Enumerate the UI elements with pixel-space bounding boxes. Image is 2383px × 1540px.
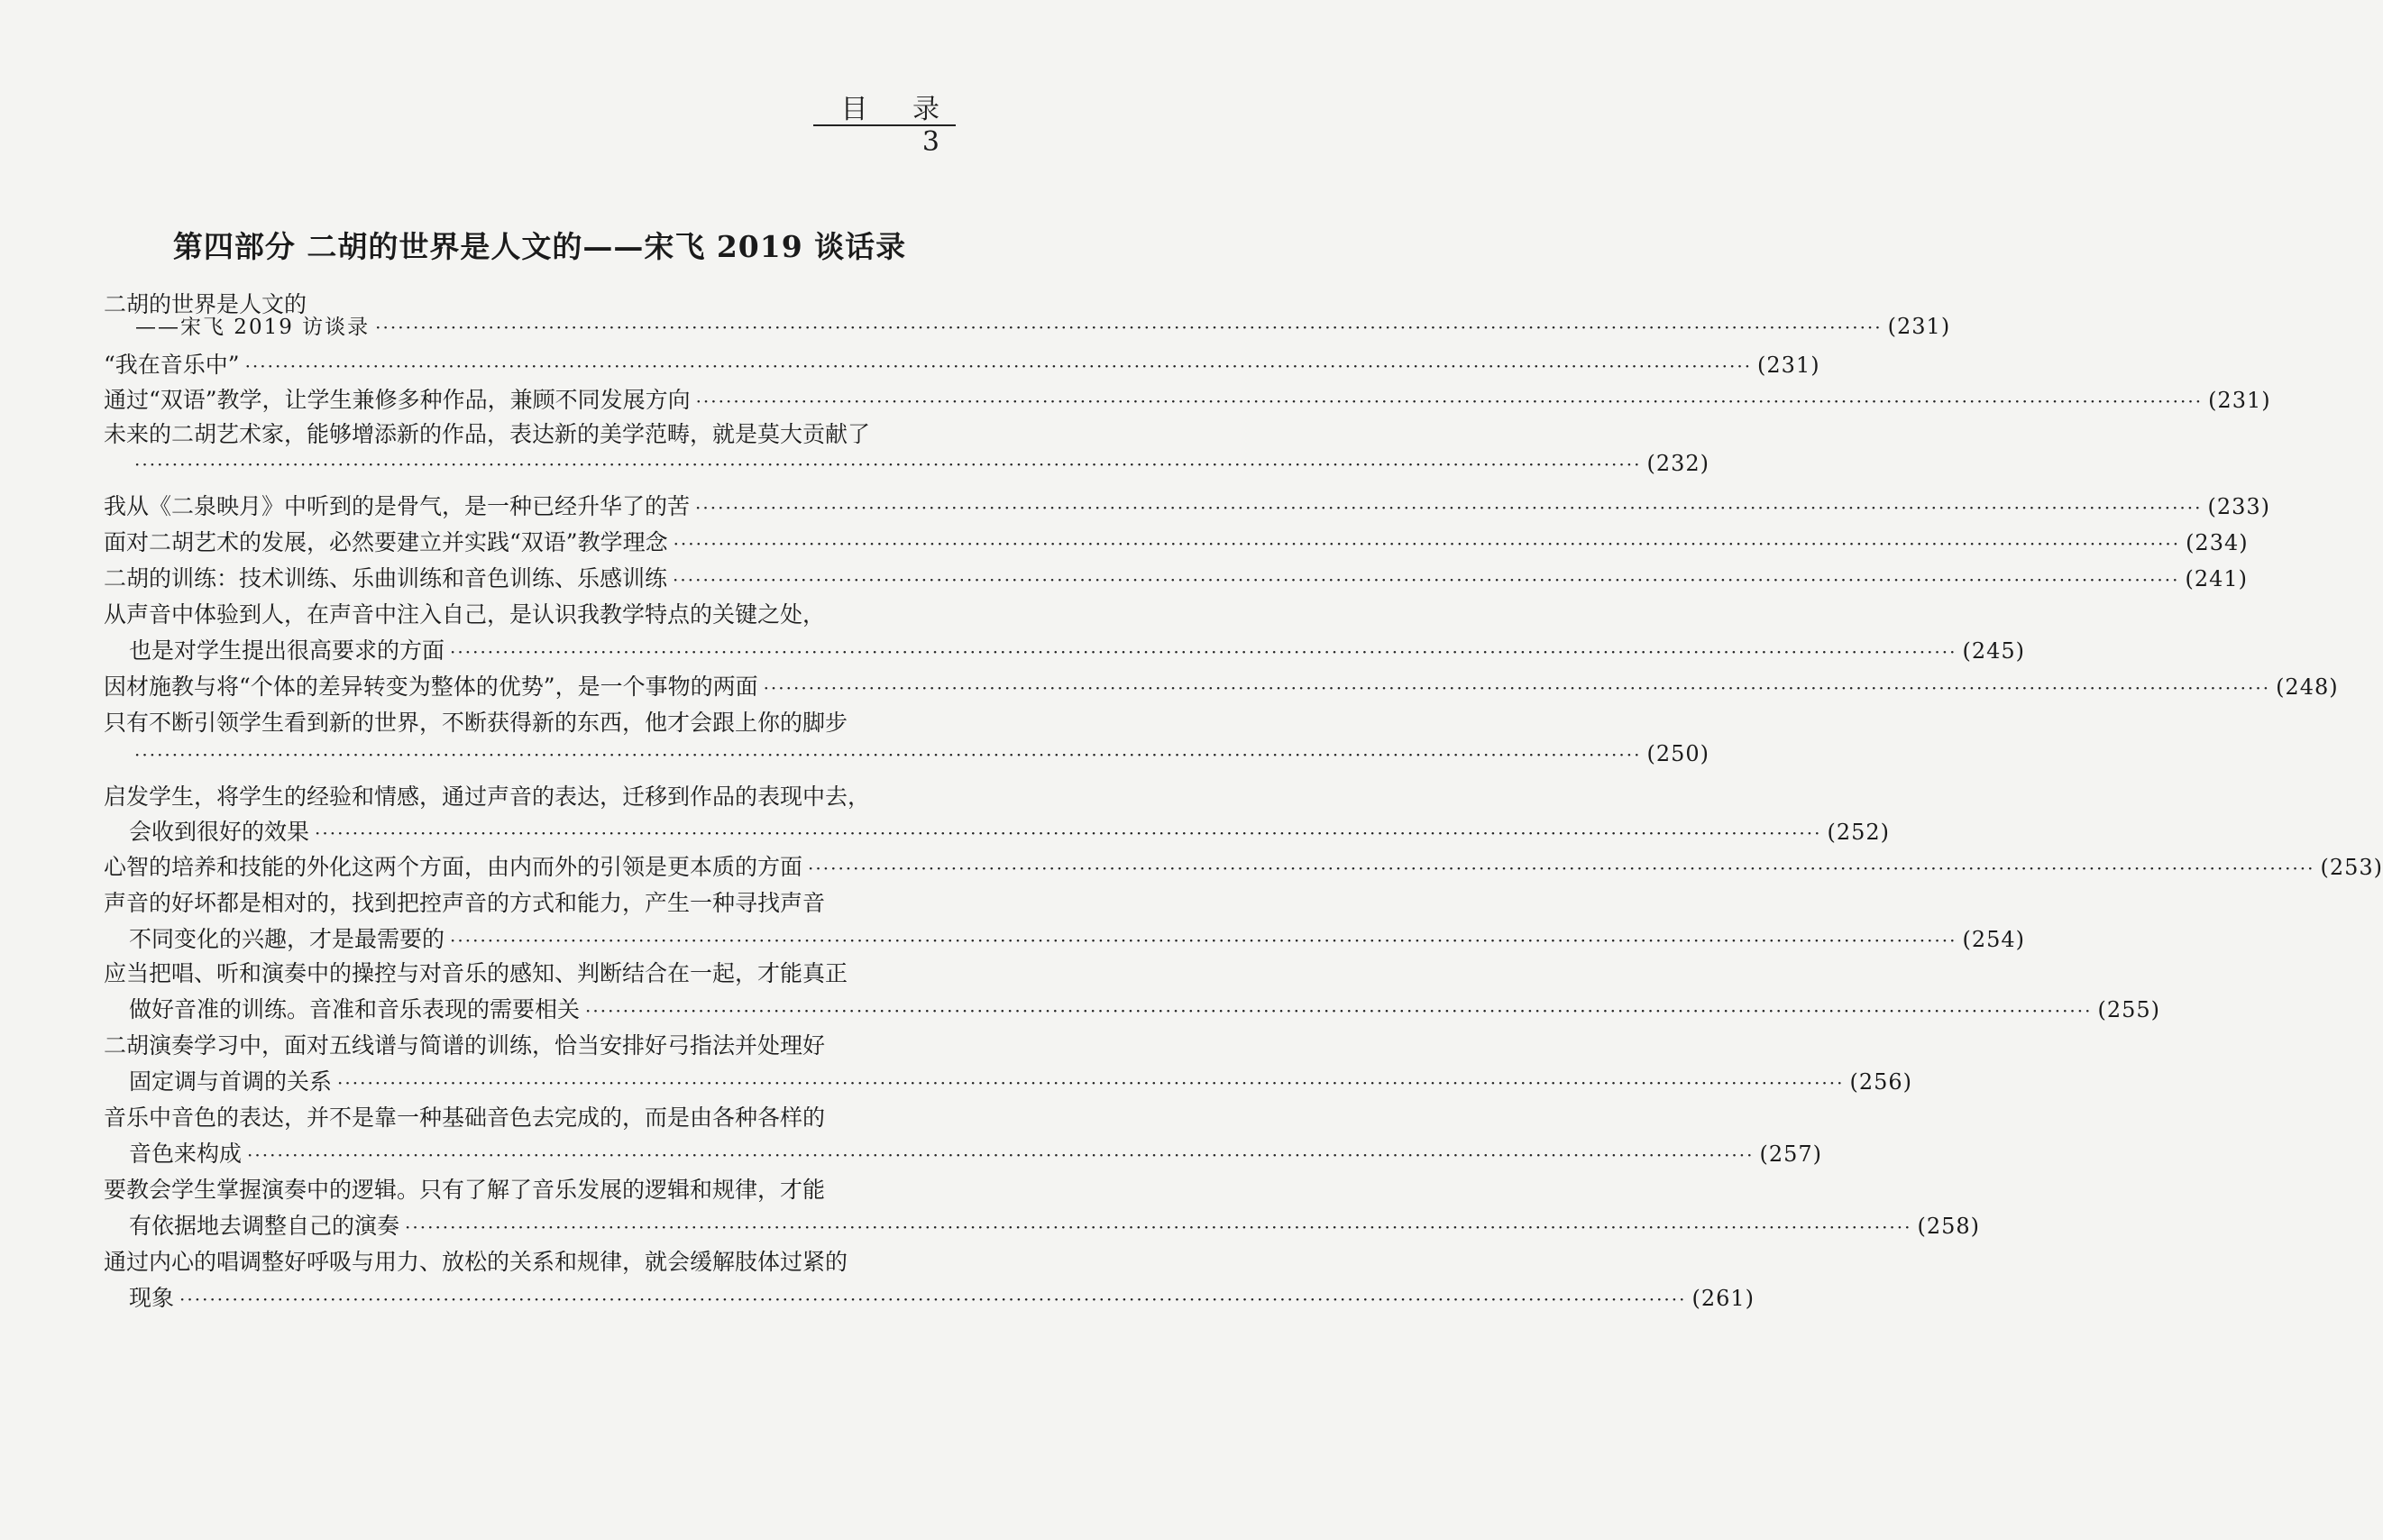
- toc-entry-title: 只有不断引领学生看到新的世界，不断获得新的东西，他才会跟上你的脚步: [104, 710, 848, 736]
- toc-leader-dots: ········································································································································································································: [450, 641, 1957, 663]
- toc-entry-page: (255): [2097, 997, 2161, 1022]
- toc-entry-title: 面对二胡艺术的发展，必然要建立并实践“双语”教学理念: [104, 529, 668, 555]
- toc-entry-page: (261): [1691, 1286, 1755, 1311]
- toc-entry-title: 现象: [129, 1285, 175, 1311]
- toc-entry: [104, 705, 848, 738]
- toc-leader-dots: ········································································································································································································: [337, 1072, 1845, 1094]
- toc-leader-dots: ········································································································································································································: [405, 1216, 1912, 1238]
- toc-entry: [104, 956, 848, 988]
- toc-entry-page: (258): [1917, 1214, 1981, 1239]
- toc-entry-page: (241): [2185, 566, 2249, 591]
- toc-entry-page: (231): [2208, 388, 2271, 413]
- toc-entry-page: (257): [1759, 1141, 1823, 1167]
- toc-entry-title: 音色来构成: [129, 1141, 243, 1167]
- toc-entry-title: 不同变化的兴趣，才是最需要的: [129, 926, 445, 952]
- toc-entry-page: (256): [1849, 1069, 1913, 1095]
- toc-entry: [129, 992, 2161, 1024]
- toc-entry-title: 声音的好坏都是相对的，找到把控声音的方式和能力，产生一种寻找声音: [104, 890, 826, 916]
- toc-entry-title: 二胡的世界是人文的: [104, 291, 307, 317]
- toc-entry: [104, 417, 870, 449]
- toc-entry: [129, 451, 1710, 483]
- toc-entry: [104, 779, 870, 811]
- header-label: 目 录: [840, 94, 958, 125]
- toc-entry-title: 我从《二泉映月》中听到的是骨气，是一种已经升华了的苦: [104, 493, 691, 519]
- toc-entry: [129, 921, 2026, 954]
- toc-entry-title: 心智的培养和技能的外化这两个方面，由内而外的引领是更本质的方面: [104, 854, 803, 880]
- toc-leader-dots: ········································································································································································································: [695, 390, 2204, 412]
- header-page-number: 3: [921, 126, 958, 158]
- toc-entry-title: 二胡演奏学习中，面对五线谱与简谱的训练，恰当安排好弓指法并处理好: [104, 1032, 826, 1059]
- toc-leader-dots: ········································································································································································································: [134, 454, 1642, 475]
- toc-leader-dots: ········································································································································································································: [315, 822, 1822, 844]
- toc-entry-title: 因材施教与将“个体的差异转变为整体的优势”，是一个事物的两面: [104, 674, 758, 700]
- toc-entry-page: (245): [1962, 638, 2026, 664]
- toc-entry: [104, 885, 825, 918]
- toc-entry-title: 做好音准的训练。音准和音乐表现的需要相关: [129, 996, 581, 1022]
- toc-entry-title: 音乐中音色的表达，并不是靠一种基础音色去完成的，而是由各种各样的: [104, 1105, 826, 1131]
- toc-entry-title: 要教会学生掌握演奏中的逻辑。只有了解了音乐发展的逻辑和规律，才能: [104, 1177, 826, 1203]
- toc-entry-title: 会收到很好的效果: [129, 819, 310, 845]
- toc-leader-dots: ········································································································································································································: [808, 857, 2315, 879]
- toc-entry-title: 通过内心的唱调整好呼吸与用力、放松的关系和规律，就会缓解肢体过紧的: [104, 1249, 848, 1275]
- toc-entry-page: (250): [1646, 741, 1710, 766]
- toc-entry-title: 也是对学生提出很高要求的方面: [129, 637, 445, 664]
- toc-entry-title: 从声音中体验到人，在声音中注入自己，是认识我教学特点的关键之处，: [104, 601, 826, 628]
- toc-entry-page: (233): [2207, 494, 2271, 519]
- toc-entry: [129, 741, 1710, 774]
- toc-entry: [104, 489, 2271, 521]
- toc-entry: [104, 849, 2383, 882]
- toc-entry: [104, 1172, 825, 1205]
- toc-entry: [104, 347, 1820, 380]
- toc-entry-page: (254): [1962, 927, 2026, 952]
- toc-entry-page: (248): [2276, 674, 2339, 700]
- toc-leader-dots: ········································································································································································································: [763, 677, 2271, 699]
- toc-entry-title: 未来的二胡艺术家，能够增添新的作品，表达新的美学范畴，就是莫大贡献了: [104, 421, 871, 447]
- toc-leader-dots: ········································································································································································································: [673, 569, 2180, 591]
- running-header: [813, 87, 958, 158]
- toc-entry: [104, 1028, 825, 1060]
- toc-entry: [135, 310, 1951, 343]
- toc-entry-page: (231): [1887, 314, 1951, 339]
- toc-entry: [129, 814, 1891, 847]
- toc-entry: [104, 597, 825, 629]
- toc-leader-dots: ········································································································································································································: [179, 1288, 1687, 1310]
- toc-entry-title: 应当把唱、听和演奏中的操控与对音乐的感知、判断结合在一起，才能真正: [104, 960, 848, 986]
- toc-entry-title: 有依据地去调整自己的演奏: [129, 1213, 400, 1239]
- toc-entry: [104, 1100, 825, 1132]
- toc-entry-title: “我在音乐中”: [104, 352, 240, 378]
- toc-entry-title: 固定调与首调的关系: [129, 1068, 333, 1095]
- header-rule: [813, 124, 956, 126]
- toc-leader-dots: ········································································································································································································: [673, 533, 2181, 555]
- toc-leader-dots: ········································································································································································································: [450, 930, 1957, 951]
- toc-entry: [104, 382, 2271, 415]
- toc-entry-title: 二胡的训练：技术训练、乐曲训练和音色训练、乐感训练: [104, 565, 668, 591]
- toc-entry: [104, 525, 2249, 557]
- toc-leader-dots: ········································································································································································································: [375, 316, 1883, 338]
- toc-entry-page: (232): [1646, 451, 1710, 476]
- toc-entry: [129, 1208, 1981, 1241]
- toc-leader-dots: ········································································································································································································: [585, 1000, 2093, 1022]
- toc-entry-page: (252): [1827, 820, 1891, 845]
- toc-entry: [104, 669, 2339, 701]
- toc-leader-dots: ········································································································································································································: [244, 355, 1753, 377]
- toc-leader-dots: ········································································································································································································: [695, 497, 2203, 518]
- toc-entry: [129, 633, 2026, 665]
- toc-leader-dots: ········································································································································································································: [134, 744, 1642, 765]
- toc-entry-page: (253): [2320, 855, 2383, 880]
- toc-entry-page: (234): [2186, 530, 2249, 555]
- toc-entry: [129, 1136, 1823, 1169]
- toc-entry-page: (231): [1757, 353, 1820, 378]
- toc-entry-title: ——宋飞 2019 访谈录: [135, 316, 371, 339]
- toc-entry: [104, 1244, 848, 1277]
- toc-entry: [129, 1280, 1755, 1313]
- toc-entry: [104, 561, 2249, 593]
- toc-leader-dots: ········································································································································································································: [247, 1144, 1755, 1166]
- toc-entry-title: 通过“双语”教学，让学生兼修多种作品，兼顾不同发展方向: [104, 387, 691, 413]
- section-title: 第四部分 二胡的世界是人文的——宋飞 2019 谈话录: [172, 229, 907, 264]
- toc-entry-title: 启发学生，将学生的经验和情感，通过声音的表达，迁移到作品的表现中去，: [104, 784, 871, 810]
- toc-entry: [129, 1064, 1913, 1096]
